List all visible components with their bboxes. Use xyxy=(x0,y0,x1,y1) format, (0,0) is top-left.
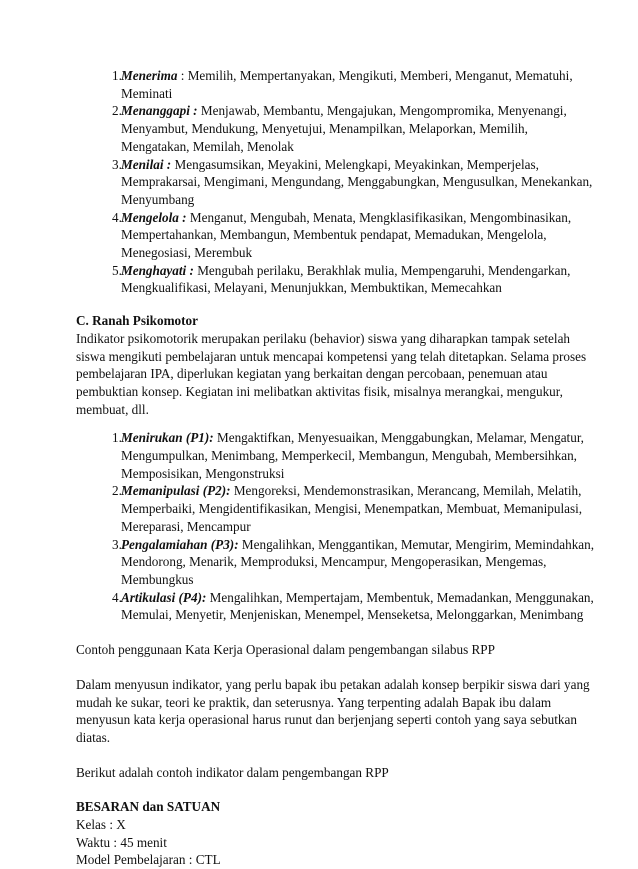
list-text: Mengoreksi, Mendemonstrasikan, Merancang, Memilah, Melatih, Memperbaiki, Mengidentifikasikan, Mengisi, Menempatkan, Membuat, Memanipulasi, Mereparasi, Mencampur xyxy=(121,483,583,534)
list-term: Menilai : xyxy=(121,156,172,172)
waktu-line: Waktu : 45 menit xyxy=(76,834,167,850)
section-heading-psikomotor: C. Ranah Psikomotor xyxy=(76,313,198,329)
list-term: Menanggapi : xyxy=(121,103,198,119)
list-item xyxy=(94,429,598,482)
list-text: Memilih, Mempertanyakan, Mengikuti, Memberi, Menganut, Mematuhi, Meminati xyxy=(121,68,573,101)
list-number: 2. xyxy=(112,483,122,499)
list-term: Memanipulasi (P2): xyxy=(121,483,231,499)
list-number: 3. xyxy=(112,156,122,172)
list-term: Menirukan (P1): xyxy=(121,430,214,446)
list-term: Pengalamiahan (P3): xyxy=(121,536,239,552)
section-heading-besaran: BESARAN dan SATUAN xyxy=(76,799,221,815)
list-number: 4. xyxy=(112,589,122,605)
list-item xyxy=(94,589,598,624)
list-number: 1. xyxy=(112,430,122,446)
psikomotor-intro-paragraph: Indikator psikomotorik merupakan perilaku (behavior) siswa yang diharapkan tampak setelah siswa mengikuti pembelajaran untuk mencapai kompetensi yang telah ditetapkan. Selama proses pembelajaran IPA, diperlukan kegiatan yang berkaitan dengan percobaan, penemuan atau pembuktian konsep. Kegiatan ini melibatkan aktivitas fisik, misalnya merangkai, mengukur, membuat, dll. xyxy=(76,330,587,417)
affective-verb-list xyxy=(94,67,598,297)
list-separator: : xyxy=(177,68,188,83)
list-term: Menghayati : xyxy=(121,262,194,278)
list-item xyxy=(94,102,598,155)
list-text: Mengalihkan, Menggantikan, Memutar, Mengirim, Memindahkan, Mendorong, Menarik, Memproduksi, Mencampur, Mengoperasikan, Mengemas, Membungkus xyxy=(121,536,595,587)
list-text: Menjawab, Membantu, Mengajukan, Mengompromika, Menyenangi, Menyambut, Mendukung, Menyetujui, Menampilkan, Melaporkan, Memilih, Mengatakan, Memilah, Menolak xyxy=(121,103,567,154)
list-item xyxy=(94,67,598,102)
list-term: Menerima xyxy=(121,68,178,83)
list-number: 2. xyxy=(112,103,122,119)
list-number: 1. xyxy=(112,68,122,83)
list-number: 3. xyxy=(112,536,122,552)
list-text: Mengasumsikan, Meyakini, Melengkapi, Meyakinkan, Memperjelas, Memprakarsai, Mengimani, Mengundang, Menggabungkan, Mengusulkan, Menekankan, Menyumbang xyxy=(121,156,593,207)
list-number: 5. xyxy=(112,262,122,278)
rpp-example-paragraph: Berikut adalah contoh indikator dalam pengembangan RPP xyxy=(76,764,389,780)
list-text: Menganut, Mengubah, Menata, Mengklasifikasikan, Mengombinasikan, Mempertahankan, Membangun, Membentuk pendapat, Memadukan, Mengelola, Menegosiasi, Merembuk xyxy=(121,209,572,261)
list-item xyxy=(94,209,598,262)
list-item xyxy=(94,482,598,535)
list-text: Mengubah perilaku, Berakhlak mulia, Mempengaruhi, Mendengarkan, Mengkualifikasi, Melayani, Menunjukkan, Membuktikan, Memecahkan xyxy=(121,262,571,296)
list-item xyxy=(94,536,598,589)
list-item xyxy=(94,156,598,209)
list-number: 4. xyxy=(112,209,122,225)
kelas-line: Kelas : X xyxy=(76,817,126,833)
indikator-paragraph: Dalam menyusun indikator, yang perlu bapak ibu petakan adalah konsep berpikir siswa dari yang mudah ke sukar, teori ke praktik, dan seterusnya. Yang terpenting adalah Bapak ibu dalam menyusun kata kerja operasional harus runut dan berjenjang seperti contoh yang saya sebutkan diatas. xyxy=(76,676,590,745)
list-text: Mengaktifkan, Menyesuaikan, Menggabungkan, Melamar, Mengatur, Mengumpulkan, Menimbang, Memperkecil, Membangun, Mengubah, Membersihkan, Memposisikan, Mengonstruksi xyxy=(121,430,584,481)
kko-example-paragraph: Contoh penggunaan Kata Kerja Operasional dalam pengembangan silabus RPP xyxy=(76,642,495,658)
model-line: Model Pembelajaran : CTL xyxy=(76,852,221,868)
list-term: Mengelola : xyxy=(121,209,187,225)
list-item xyxy=(94,262,598,297)
psychomotor-verb-list xyxy=(94,429,598,624)
list-text: Mengalihkan, Mempertajam, Membentuk, Memadankan, Menggunakan, Memulai, Menyetir, Menjeniskan, Menempel, Menseketsa, Melonggarkan, Menimbang xyxy=(121,589,594,623)
list-term: Artikulasi (P4): xyxy=(121,589,207,605)
